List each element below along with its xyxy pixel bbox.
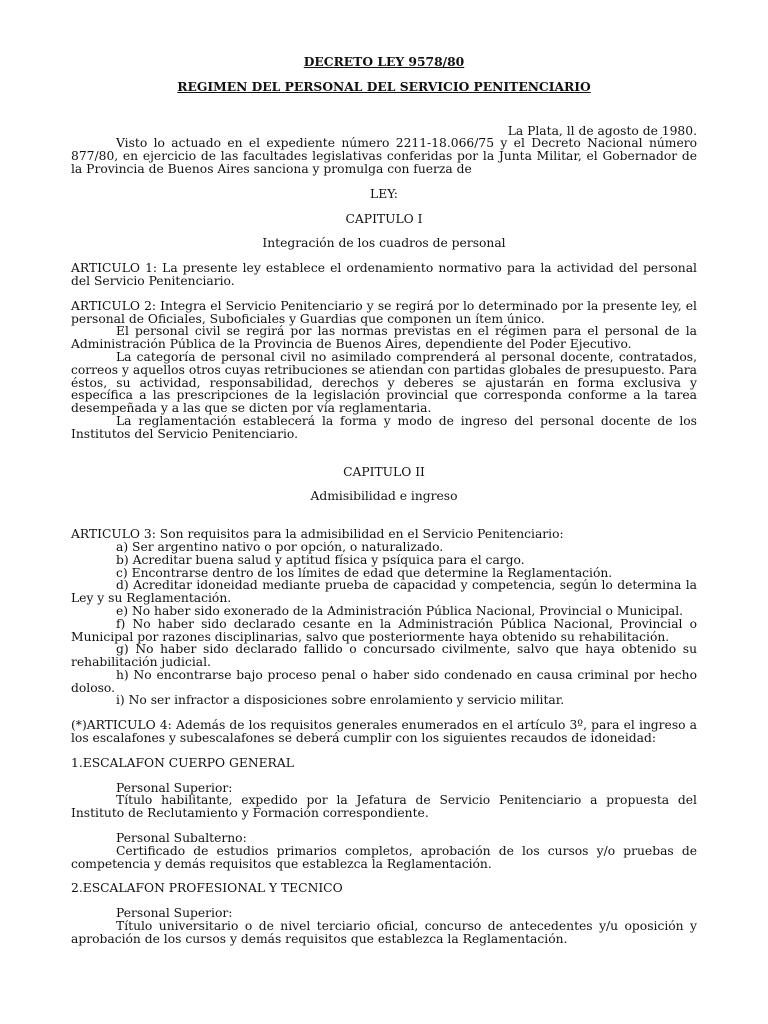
list-item: f) No haber sido declarado cesante en la Administración Pública Nacional, Provincial o Municipal por razones disciplinarias, salvo que posteriormente haya obtenido su rehabilitación.: [71, 616, 697, 644]
ley-heading: LEY:: [370, 186, 398, 201]
chapter-1-heading: CAPITULO I: [345, 211, 423, 226]
place-date: La Plata, ll de agosto de 1980.: [507, 123, 697, 138]
document-title: DECRETO LEY 9578/80: [303, 54, 465, 69]
list-item: e) No haber sido exonerado de la Administración Pública Nacional, Provincial o Municipal.: [116, 603, 684, 618]
article-3-requirements-list: [71, 541, 697, 707]
chapter-2-title: Admisibilidad e ingreso: [310, 489, 458, 504]
list-item: h) No encontrarse bajo proceso penal o haber sido condenado en causa criminal por hecho doloso.: [71, 667, 697, 695]
list-item: b) Acreditar buena salud y aptitud física y psíquica para el cargo.: [116, 552, 525, 567]
list-item: a) Ser argentino nativo o por opción, o naturalizado.: [116, 539, 444, 554]
article-4: (*)ARTICULO 4: Además de los requisitos generales enumerados en el artículo 3º, para el ingreso a los escalafones y subescalafones se deberá cumplir con los siguientes recaudos de idoneidad:: [71, 718, 697, 746]
article-2-paragraph-3: La categoría de personal civil no asimilado comprenderá al personal docente, contratados, correos y aquellos otros cuyas retribuciones se atiendan con partidas globales de presupuesto. Para éstos, su actividad, responsabilidad, derechos y deberes se ajustarán en forma exclusiva y específica a las prescripciones de la legislación provincial que corresponda conforme a la tarea desempeñada y a las que se dicten por vía reglamentaria.: [71, 349, 697, 416]
escalafon-1-subalterno-label: Personal Subalterno:: [116, 831, 247, 846]
escalafon-2-superior-text: Título universitario o de nivel terciario oficial, concurso de antecedentes y/u oposición y aprobación de los cursos y demás requisitos que establezca la Reglamentación.: [71, 919, 697, 946]
list-item: i) No ser infractor a disposiciones sobre enrolamiento y servicio militar.: [116, 693, 565, 708]
document-body: [71, 56, 697, 946]
article-1: ARTICULO 1: La presente ley establece el ordenamiento normativo para la actividad del personal del Servicio Penitenciario.: [71, 261, 697, 288]
article-2: ARTICULO 2: Integra el Servicio Penitenciario y se regirá por lo determinado por la presente ley, el personal de Oficiales, Suboficiales y Guardias que componen un ítem único.: [71, 298, 697, 326]
chapter-1-title: Integración de los cuadros de personal: [262, 236, 506, 251]
list-item: c) Encontrarse dentro de los límites de edad que determine la Reglamentación.: [116, 565, 613, 580]
list-item: g) No haber sido declarado fallido o concursado civilmente, salvo que haya obtenido su rehabilitación judicial.: [71, 642, 697, 670]
article-2-paragraph-4: La reglamentación establecerá la forma y modo de ingreso del personal docente de los Institutos del Servicio Penitenciario.: [71, 413, 697, 441]
escalafon-2-heading: 2.ESCALAFON PROFESIONAL Y TECNICO: [71, 881, 343, 896]
article-3: ARTICULO 3: Son requisitos para la admisibilidad en el Servicio Penitenciario:: [71, 527, 564, 542]
escalafon-1-heading: 1.ESCALAFON CUERPO GENERAL: [71, 755, 294, 770]
escalafon-1-superior-text: Título habilitante, expedido por la Jefatura de Servicio Penitenciario a propuesta del Instituto de Reclutamiento y Formación correspondiente.: [71, 793, 697, 821]
preamble: Visto lo actuado en el expediente número 2211-18.066/75 y el Decreto Nacional número 877/80, en ejercicio de las facultades legislativas conferidas por la Junta Militar, el Gobernador de la Provincia de Buenos Aires sanciona y promulga con fuerza de: [71, 136, 697, 176]
escalafon-1-superior-label: Personal Superior:: [116, 780, 233, 795]
article-2-paragraph-2: El personal civil se regirá por las normas previstas en el régimen para el personal de la Administración Pública de la Provincia de Buenos Aires, dependiente del Poder Ejecutivo.: [71, 324, 697, 352]
escalafon-1-subalterno-text: Certificado de estudios primarios completos, aprobación de los cursos y/o pruebas de competencia y demás requisitos que establezca la Reglamentación.: [71, 843, 697, 871]
list-item: d) Acreditar idoneidad mediante prueba de capacidad y competencia, según lo determina la Ley y su Reglamentación.: [71, 578, 697, 606]
document-subtitle: REGIMEN DEL PERSONAL DEL SERVICIO PENITENCIARIO: [177, 78, 591, 94]
escalafon-2-superior-label: Personal Superior:: [116, 906, 233, 921]
chapter-2-heading: CAPITULO II: [343, 464, 425, 479]
